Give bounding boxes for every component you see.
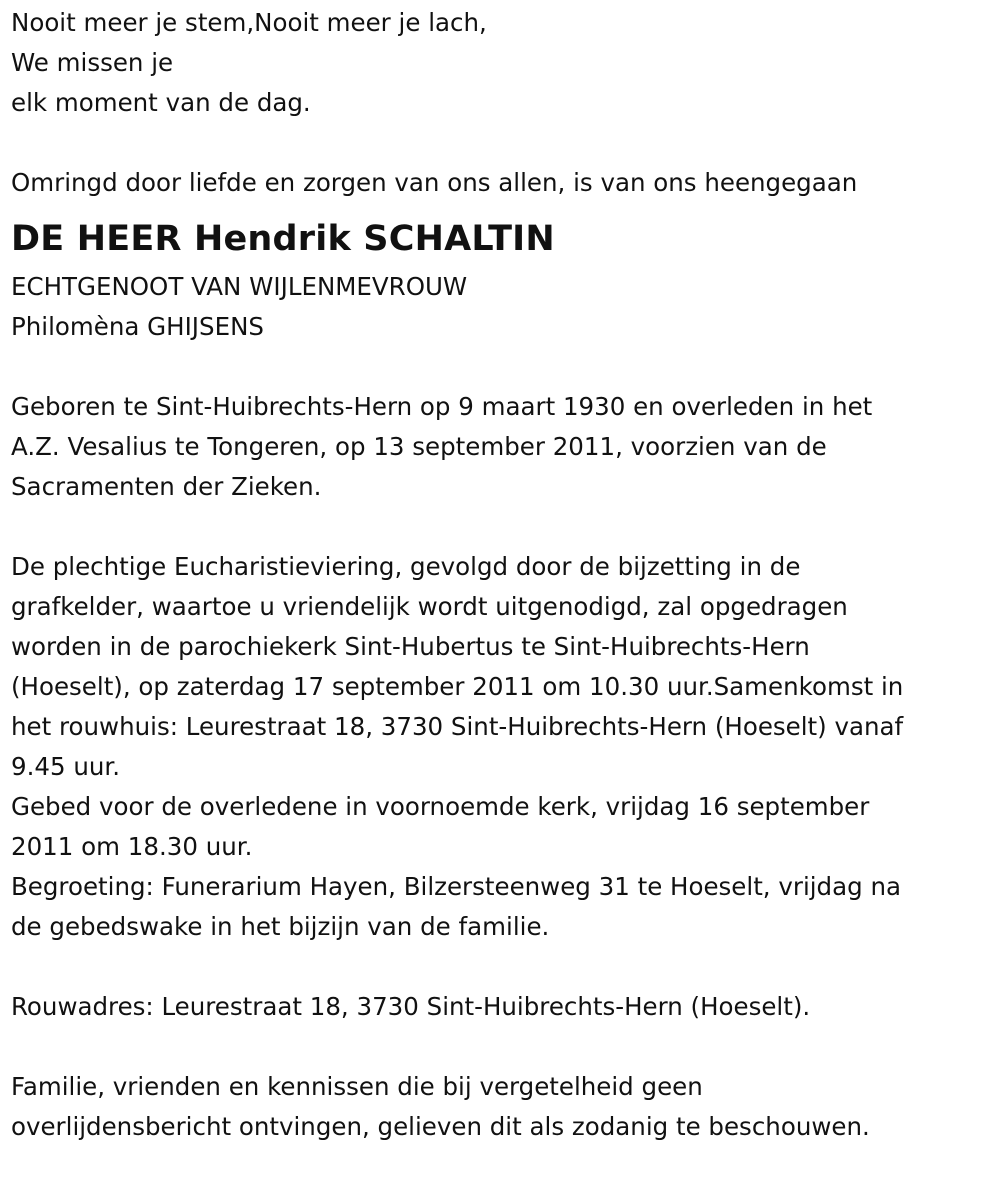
spouse-label: ECHTGENOOT VAN WIJLENMEVROUW [11, 272, 468, 301]
paragraph-line: Sacramenten der Zieken. [11, 472, 322, 501]
spacer [11, 123, 991, 163]
paragraph-line: 9.45 uur. [11, 752, 121, 781]
mourning-address: Rouwadres: Leurestraat 18, 3730 Sint-Huibrechts-Hern (Hoeselt). [11, 992, 811, 1021]
paragraph-line: het rouwhuis: Leurestraat 18, 3730 Sint-Huibrechts-Hern (Hoeselt) vanaf [11, 712, 904, 741]
spacer [11, 507, 991, 547]
paragraph-line: 2011 om 18.30 uur. [11, 832, 253, 861]
poem-line: elk moment van de dag. [11, 88, 311, 117]
closing-paragraph [11, 1067, 991, 1147]
paragraph-line: Familie, vrienden en kennissen die bij vergetelheid geen [11, 1072, 703, 1101]
spouse-name: Philomèna GHIJSENS [11, 312, 264, 341]
paragraph-line: Gebed voor de overledene in voornoemde kerk, vrijdag 16 september [11, 792, 870, 821]
paragraph-line: grafkelder, waartoe u vriendelijk wordt uitgenodigd, zal opgedragen [11, 592, 848, 621]
deceased-name: DE HEER Hendrik SCHALTIN [11, 219, 555, 259]
paragraph-line: A.Z. Vesalius te Tongeren, op 13 september 2011, voorzien van de [11, 432, 827, 461]
paragraph-line: De plechtige Eucharistieviering, gevolgd door de bijzetting in de [11, 552, 801, 581]
paragraph-line: overlijdensbericht ontvingen, gelieven dit als zodanig te beschouwen. [11, 1112, 870, 1141]
paragraph-line: worden in de parochiekerk Sint-Hubertus te Sint-Huibrechts-Hern [11, 632, 810, 661]
birth-death-paragraph [11, 387, 991, 507]
spacer [11, 347, 991, 387]
spacer [11, 947, 991, 987]
intro-text: Omringd door liefde en zorgen van ons allen, is van ons heengegaan [11, 168, 858, 197]
poem [11, 3, 991, 123]
poem-line: Nooit meer je stem,Nooit meer je lach, [11, 8, 487, 37]
paragraph-line: Geboren te Sint-Huibrechts-Hern op 9 maart 1930 en overleden in het [11, 392, 873, 421]
paragraph-line: (Hoeselt), op zaterdag 17 september 2011 om 10.30 uur.Samenkomst in [11, 672, 904, 701]
poem-line: We missen je [11, 48, 174, 77]
paragraph-line: de gebedswake in het bijzijn van de familie. [11, 912, 550, 941]
spacer [11, 1027, 991, 1067]
paragraph-line: Begroeting: Funerarium Hayen, Bilzersteenweg 31 te Hoeselt, vrijdag na [11, 872, 902, 901]
ceremony-paragraph [11, 547, 991, 947]
